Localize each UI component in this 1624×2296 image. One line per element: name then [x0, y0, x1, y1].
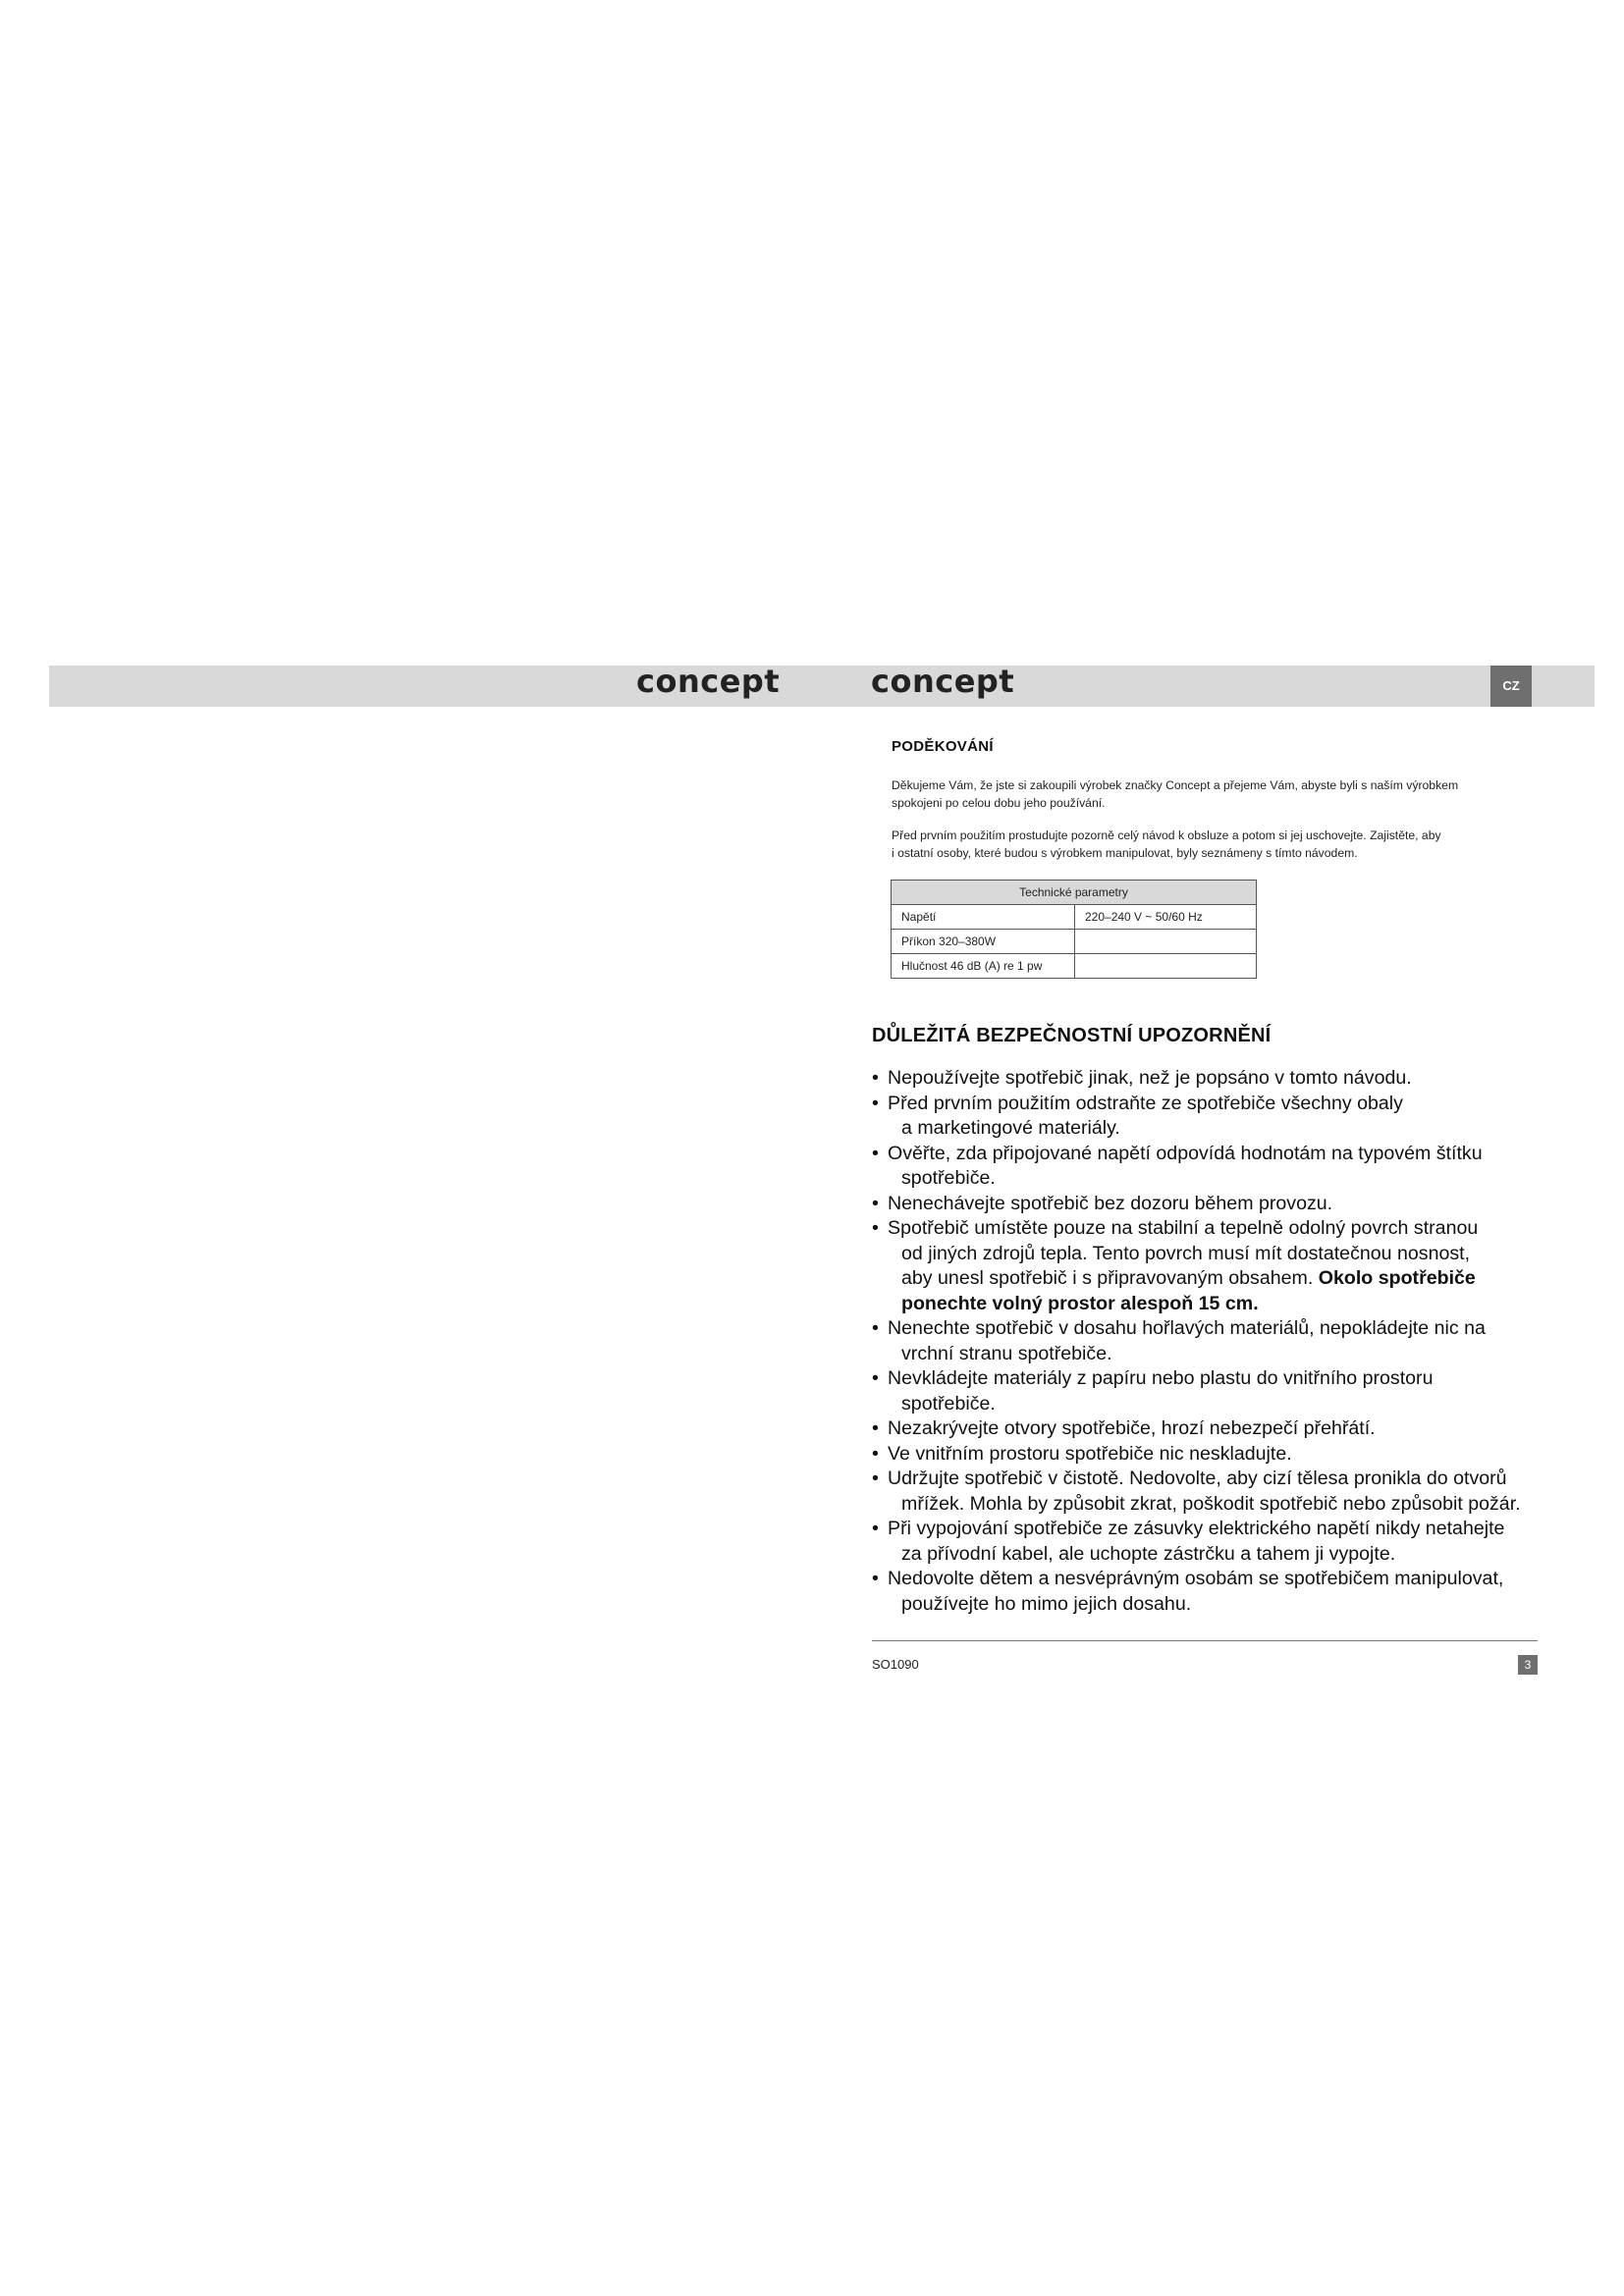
list-item-text: Nevkládejte materiály z papíru nebo plastu do vnitřního prostoru: [888, 1367, 1434, 1389]
list-item-text: Nenechávejte spotřebič bez dozoru během provozu.: [888, 1192, 1333, 1214]
list-item-bold-text: Okolo spotřebiče: [1318, 1267, 1476, 1289]
brand-logo-left: concept: [636, 663, 781, 700]
list-item-text: spotřebiče.: [901, 1167, 996, 1189]
thanks-paragraph-2: [892, 827, 1492, 862]
table-row: [892, 930, 1257, 954]
list-item: [872, 1567, 1557, 1617]
list-item-text: Před prvním použitím odstraňte ze spotřebiče všechny obaly: [888, 1092, 1403, 1114]
list-item-text: Nezakrývejte otvory spotřebiče, hrozí nebezpečí přehřátí.: [888, 1417, 1376, 1439]
list-item-text: vrchní stranu spotřebiče.: [901, 1342, 1112, 1364]
safety-title: DŮLEŽITÁ BEZPEČNOSTNÍ UPOZORNĚNÍ: [872, 1025, 1272, 1046]
model-number: SO1090: [872, 1657, 919, 1672]
table-cell: Příkon 320–380W: [892, 930, 1075, 954]
list-item: [872, 1416, 1557, 1442]
page-number: 3: [1518, 1655, 1538, 1675]
list-item: [872, 1517, 1557, 1567]
thanks-paragraph-1: [892, 776, 1492, 812]
table-cell: [1075, 954, 1257, 979]
list-item: [872, 1467, 1557, 1517]
table-cell: Napětí: [892, 905, 1075, 930]
table-cell: 220–240 V ~ 50/60 Hz: [1075, 905, 1257, 930]
thanks-paragraph-2-line-2: i ostatní osoby, které budou s výrobkem manipulovat, byly seznámeny s tímto návodem.: [892, 846, 1358, 860]
list-item-text: za přívodní kabel, ale uchopte zástrčku a tahem ji vypojte.: [901, 1542, 1396, 1565]
table-cell: Hlučnost 46 dB (A) re 1 pw: [892, 954, 1075, 979]
list-item-text: Nedovolte dětem a nesvéprávným osobám se spotřebičem manipulovat,: [888, 1568, 1504, 1589]
safety-list: [872, 1066, 1557, 1617]
table-cell: [1075, 930, 1257, 954]
list-item: [872, 1192, 1557, 1217]
list-item: [872, 1066, 1557, 1092]
thanks-paragraph-1-line-2: spokojeni po celou dobu jeho používání.: [892, 796, 1106, 810]
list-item: [872, 1216, 1557, 1316]
list-item-bold-text: ponechte volný prostor alespoň 15 cm.: [901, 1292, 1259, 1314]
list-item-text: a marketingové materiály.: [901, 1117, 1120, 1139]
header-bar: [49, 666, 1595, 707]
list-item-text: [888, 1266, 1557, 1292]
list-item-text: Ve vnitřním prostoru spotřebiče nic neskladujte.: [888, 1442, 1292, 1465]
list-item-text: od jiných zdrojů tepla. Tento povrch musí mít dostatečnou nosnost,: [901, 1242, 1471, 1264]
list-item: [872, 1092, 1557, 1142]
table-header: Technické parametry: [892, 881, 1257, 905]
list-item-text: spotřebiče.: [901, 1392, 996, 1415]
list-item-text: Spotřebič umístěte pouze na stabilní a tepelně odolný povrch stranou: [888, 1217, 1479, 1239]
language-badge: CZ: [1490, 666, 1532, 707]
thanks-paragraph-2-line-1: Před prvním použitím prostudujte pozorně celý návod k obsluze a potom si jej uschovejte. Zajistěte, aby: [892, 828, 1441, 842]
list-item: [872, 1366, 1557, 1416]
thanks-paragraph-1-line-1: Děkujeme Vám, že jste si zakoupili výrobek značky Concept a přejeme Vám, abyste byli s naším výrobkem: [892, 778, 1459, 792]
thanks-title: PODĚKOVÁNÍ: [892, 738, 994, 755]
list-item: [872, 1316, 1557, 1366]
tech-parameters-table: [891, 880, 1257, 979]
brand-logo-right: concept: [871, 663, 1015, 700]
list-item: [872, 1442, 1557, 1468]
list-item-text: používejte ho mimo jejich dosahu.: [901, 1592, 1192, 1615]
list-item-text: mřížek. Mohla by způsobit zkrat, poškodit spotřebič nebo způsobit požár.: [901, 1492, 1521, 1515]
table-row: [892, 905, 1257, 930]
list-item-text: Ověřte, zda připojované napětí odpovídá hodnotám na typovém štítku: [888, 1142, 1483, 1164]
list-item-text: Nepoužívejte spotřebič jinak, než je popsáno v tomto návodu.: [888, 1067, 1412, 1089]
list-item-text: Nenechte spotřebič v dosahu hořlavých materiálů, nepokládejte nic na: [888, 1317, 1486, 1339]
list-item: [872, 1142, 1557, 1192]
table-row: [892, 954, 1257, 979]
list-item-text: Při vypojování spotřebiče ze zásuvky elektrického napětí nikdy netahejte: [888, 1518, 1505, 1539]
list-item-text: Udržujte spotřebič v čistotě. Nedovolte, aby cizí tělesa pronikla do otvorů: [888, 1468, 1507, 1489]
list-item-text-part: aby unesl spotřebič i s připravovaným obsahem.: [901, 1267, 1314, 1289]
footer-divider: [872, 1640, 1538, 1641]
